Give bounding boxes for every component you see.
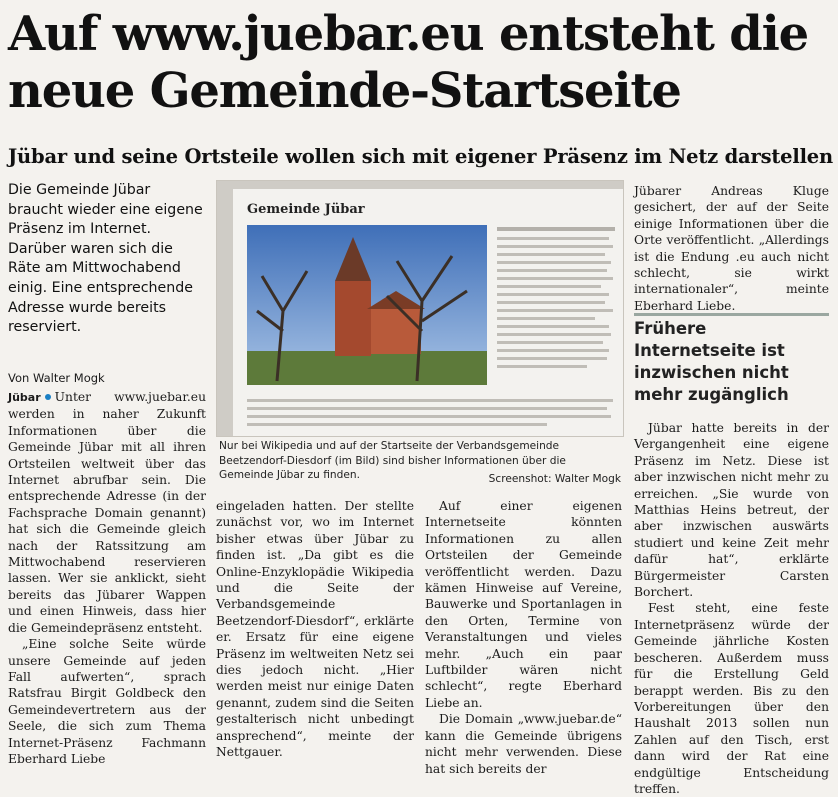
byline bbox=[8, 371, 105, 386]
column-1 bbox=[8, 389, 206, 767]
author: Von Walter Mogk bbox=[8, 371, 105, 385]
website-screenshot-image bbox=[217, 181, 623, 436]
headline: Auf www.juebar.eu entsteht die neue Gemeinde-Startseite bbox=[8, 6, 809, 119]
section-divider bbox=[634, 313, 829, 316]
paragraph: Fest steht, eine feste Internetpräsenz würde der Gemeinde jährliche Kosten bescheren. Außerdem muss für die Erstellung Geld berappt werden. Bis zu den Vorbereitungen über den Haushalt 2013 sollen nun Zahlen auf den Tisch, erst dann wird der Rat eine endgültige Entscheidung treffen. bbox=[634, 601, 829, 796]
paragraph: Die Domain „www.juebar.de“ kann die Gemeinde übrigens nicht mehr verwenden. Diese hat sich bereits der bbox=[425, 712, 622, 776]
subheadline: Jübar und seine Ortsteile wollen sich mit eigener Präsenz im Netz darstellen bbox=[8, 145, 833, 168]
paragraph: „Eine solche Seite würde unsere Gemeinde auf jeden Fall aufwerten“, sprach Ratsfrau Birgit Goldbeck den Gemeindevertretern aus der Seele, die sich zum Thema Internet-Präsenz Fachmann Eberhard Liebe bbox=[8, 637, 206, 766]
column-3 bbox=[425, 498, 622, 777]
section-heading: Frühere Internetseite ist inzwischen nicht mehr zugänglich bbox=[634, 319, 789, 404]
photo-caption: Nur bei Wikipedia und auf der Startseite der Verbandsgemeinde Beetzendorf-Diesdorf (im Bild) sind bisher Informationen über die Gemeinde Jübar zu finden. bbox=[219, 440, 566, 481]
paragraph: Jübarer Andreas Kluge gesichert, der auf der Seite einige Informationen über die Orte veröffentlicht. „Allerdings ist die Endung .eu auch nicht schlecht, sie wirkt internationaler“, meinte Eberhard Liebe. bbox=[634, 184, 829, 313]
column-2 bbox=[216, 498, 414, 761]
column-4 bbox=[634, 420, 829, 797]
column-4-top bbox=[634, 183, 829, 314]
paragraph: eingeladen hatten. Der stellte zunächst vor, wo im Internet bisher etwas über Jübar zu finden ist. „Da gibt es die Online-Enzyklopädie Wikipedia und die Seite der Verbandsgemeinde Beetzendorf-Diesdorf“, erklärte er. Ersatz für eine eigene Präsenz im weltweiten Netz sei dies jedoch nicht. „Hier werden meist nur einige Daten genannt, zudem sind die Seiten gestalterisch nicht unbedingt ansprechend“, meinte der Nettgauer. bbox=[216, 499, 414, 760]
dateline: Jübar bbox=[8, 391, 41, 404]
paragraph: Jübar Unter www.juebar.eu werden in naher Zukunft Informationen über die Gemeinde Jübar mit all ihren Ortsteilen weltweit über das Internet abrufbar sein. Die entsprechende Adresse (in der Fachsprache Domain genannt) hat sich die Gemeinde gleich nach der Ratssitzung am Mittwochabend reservieren lassen. Wer sie anklickt, sieht bereits das Jübarer Wappen und einen Hinweis, dass hier die Gemeindepräsenz entsteht. bbox=[8, 390, 206, 635]
paragraph: Jübar hatte bereits in der Vergangenheit eine eigene Präsenz im Netz. Diese ist aber inzwischen nicht mehr zu erreichen. „Sie wurde von Matthias Heins betreut, der aber inzwischen auswärts studiert und keine Zeit mehr dafür hat“, erklärte Bürgermeister Carsten Borchert. bbox=[634, 421, 829, 600]
bullet-dot-icon bbox=[45, 394, 51, 400]
lead-paragraph: Die Gemeinde Jübar braucht wieder eine eigene Präsenz im Internet. Darüber waren sich die Räte am Mittwochabend einig. Eine entsprechende Adresse wurde bereits reserviert. bbox=[8, 182, 203, 336]
paragraph: Auf einer eigenen Internetseite könnten Informationen zu allen Ortsteilen der Gemeinde veröffentlicht werden. Dazu kämen Hinweise auf Vereine, Bauwerke und Sportanlagen in den Orten, Termine von Veranstaltungen und vieles mehr. „Auch ein paar Luftbilder wären nicht schlecht“, regte Eberhard Liebe an. bbox=[425, 499, 622, 710]
screen-title: Gemeinde Jübar bbox=[247, 202, 365, 217]
photo-credit: Screenshot: Walter Mogk bbox=[488, 473, 621, 485]
screenshot-photo bbox=[216, 180, 624, 437]
